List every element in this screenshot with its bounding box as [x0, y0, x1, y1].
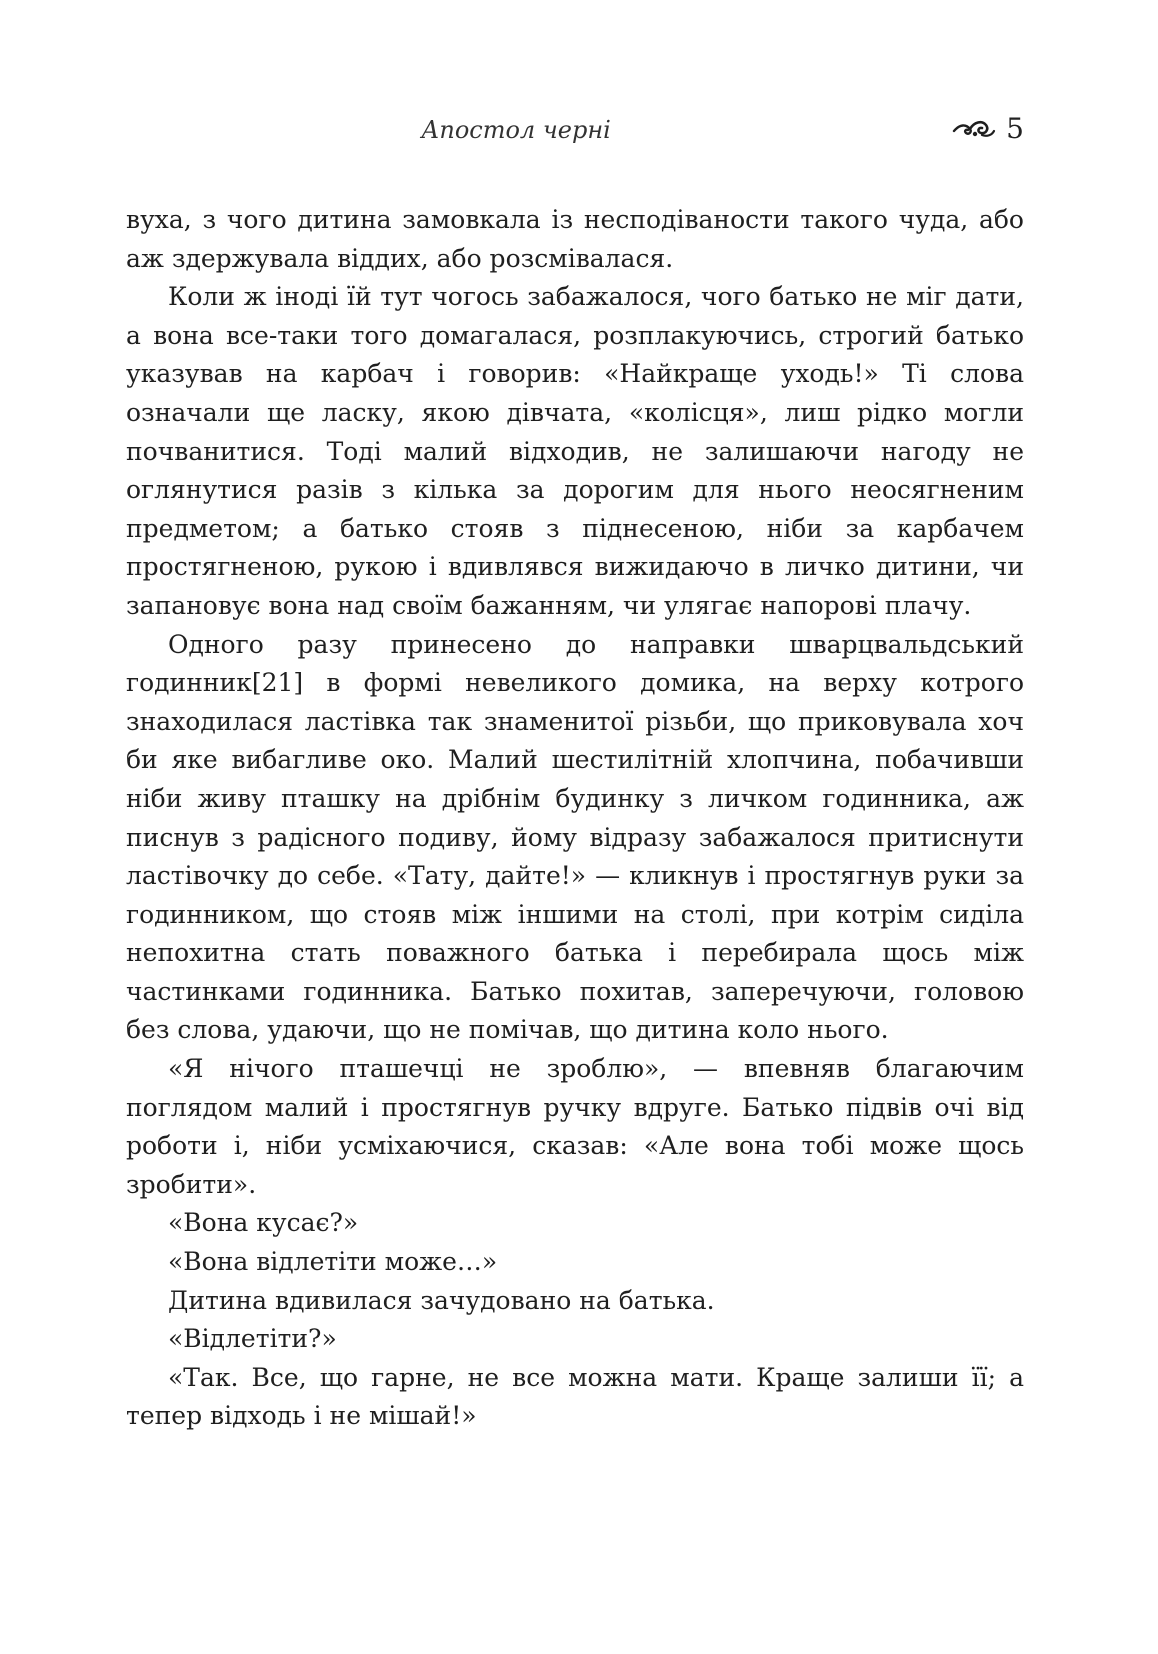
paragraph: «Я нічого пташечці не зроблю», — впевняв благаючим поглядом малий і простягнув ручку вдруге. Батько підвів очі від роботи і, ніби усміхаючися, сказав: «Але вона тобі може щось зробити».: [126, 1054, 1024, 1199]
running-title: Апостол черні: [421, 116, 611, 144]
paragraph: Коли ж іноді їй тут чогось забажалося, чого батько не міг дати, а вона все-таки того домагалася, розплакуючись, строгий батько указував на карбач і говорив: «Найкраще уходь!» Ті слова означали ще ласку, якою дівчата, «колісця», лиш рідко могли почванитися. Тоді малий відходив, не залишаючи нагоду не оглянутися разів з кілька за дорогим для нього неосягненим предметом; а батько стояв з піднесеною, ніби за карбачем простягненою, рукою і вдивлявся вижидаючо в личко дитини, чи запановує вона над своїм бажанням, чи улягає напорові плачу.: [126, 282, 1024, 620]
paragraph: Одного разу принесено до направки шварцвальдський годинник[21] в формі невеликого домика, на верху котрого знаходилася ластівка так знаменитої різьби, що приковувала хоч би яке вибагливе око. Малий шестилітній хлопчина, побачивши ніби живу пташку на дрібнім будинку з личком годинника, аж писнув з радісного подиву, йому відразу забажалося притиснути ластівочку до себе. «Тату, дайте!» — кликнув і простягнув руки за годинником, що стояв між іншими на столі, при котрім сиділа непохитна стать поважного батька і перебирала щось між частинками годинника. Батько похитав, заперечуючи, головою без слова, удаючи, що не помічав, що дитина коло нього.: [126, 629, 1024, 1045]
fleuron-ornament-icon: [952, 118, 996, 140]
running-head: [126, 112, 1024, 152]
dialogue-line: «Вона кусає?»: [168, 1208, 359, 1238]
dialogue-line: «Вона відлетіти може…»: [168, 1247, 498, 1277]
page-number: 5: [1006, 112, 1024, 145]
paragraph-continuation: вуха, з чого дитина замовкала із несподіваности такого чуда, або аж здержувала віддих, або розсмівалася.: [126, 205, 1024, 273]
dialogue-line: «Так. Все, що гарне, не все можна мати. Краще залиши її; а тепер відходь і не мішай!»: [126, 1362, 1024, 1431]
page-number-group: [952, 112, 1024, 145]
paragraph: Дитина вдивилася зачудовано на батька.: [168, 1285, 715, 1315]
body-text: [126, 201, 1024, 1436]
dialogue-line: «Відлетіти?»: [168, 1324, 337, 1354]
